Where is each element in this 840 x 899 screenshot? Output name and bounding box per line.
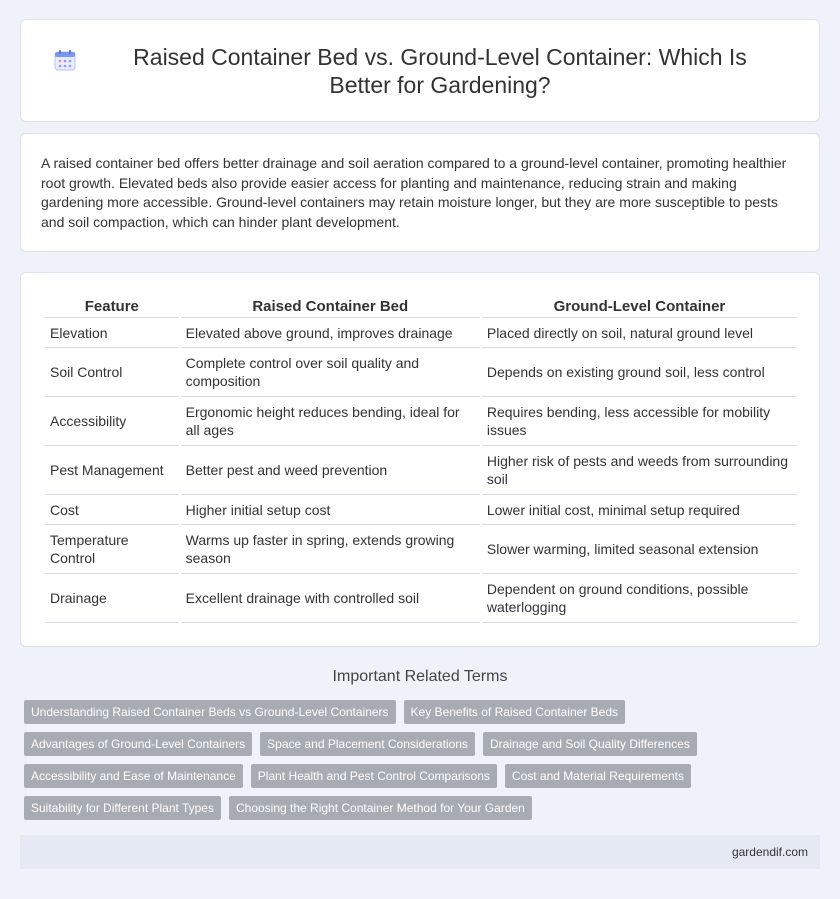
table-row	[45, 397, 797, 446]
footer	[20, 835, 820, 869]
title-card	[20, 19, 820, 122]
raised-cell: Warms up faster in spring, extends growing season	[181, 525, 480, 574]
comparison-table	[43, 293, 799, 623]
related-terms-title: Important Related Terms	[332, 668, 508, 685]
ground-cell: Slower warming, limited seasonal extension	[482, 525, 797, 574]
ground-cell: Higher risk of pests and weeds from surrounding soil	[482, 446, 797, 495]
header-ground-level: Ground-Level Container	[482, 293, 797, 318]
page-title: Raised Container Bed vs. Ground-Level Container: Which Is Better for Gardening?	[133, 43, 747, 98]
feature-cell: Drainage	[45, 574, 179, 623]
related-tag[interactable]: Space and Placement Considerations	[260, 732, 475, 756]
related-tag[interactable]: Understanding Raised Container Beds vs Ground-Level Containers	[24, 700, 396, 724]
header-feature: Feature	[45, 293, 179, 318]
ground-cell: Placed directly on soil, natural ground level	[482, 318, 797, 348]
related-tag[interactable]: Suitability for Different Plant Types	[24, 796, 221, 820]
related-terms-tags	[24, 700, 804, 828]
ground-cell: Lower initial cost, minimal setup required	[482, 495, 797, 525]
raised-cell: Better pest and weed prevention	[181, 446, 480, 495]
related-tag[interactable]: Key Benefits of Raised Container Beds	[404, 700, 625, 724]
table-row	[45, 318, 797, 348]
raised-cell: Excellent drainage with controlled soil	[181, 574, 480, 623]
raised-cell: Higher initial setup cost	[181, 495, 480, 525]
intro-card	[20, 133, 820, 252]
related-tag[interactable]: Cost and Material Requirements	[505, 764, 691, 788]
feature-cell: Temperature Control	[45, 525, 179, 574]
ground-cell: Dependent on ground conditions, possible waterlogging	[482, 574, 797, 623]
table-row	[45, 574, 797, 623]
related-tag[interactable]: Choosing the Right Container Method for Your Garden	[229, 796, 532, 820]
related-tag[interactable]: Drainage and Soil Quality Differences	[483, 732, 697, 756]
related-tag[interactable]: Advantages of Ground-Level Containers	[24, 732, 252, 756]
feature-cell: Pest Management	[45, 446, 179, 495]
raised-cell: Elevated above ground, improves drainage	[181, 318, 480, 348]
table-row	[45, 446, 797, 495]
intro-text: A raised container bed offers better drainage and soil aeration compared to a ground-level container, promoting healthier root growth. Elevated beds also provide easier access for planting and maintenance, reducing strain and making gardening more accessible. Ground-level containers may retain moisture longer, but they are more susceptible to pests and soil compaction, which can hinder plant development.	[41, 155, 787, 230]
header-raised-bed: Raised Container Bed	[181, 293, 480, 318]
related-tag[interactable]: Accessibility and Ease of Maintenance	[24, 764, 243, 788]
ground-cell: Requires bending, less accessible for mobility issues	[482, 397, 797, 446]
related-tag[interactable]: Plant Health and Pest Control Comparisons	[251, 764, 497, 788]
ground-cell: Depends on existing ground soil, less control	[482, 348, 797, 397]
raised-cell: Complete control over soil quality and composition	[181, 348, 480, 397]
table-header-row	[45, 293, 797, 318]
feature-cell: Soil Control	[45, 348, 179, 397]
comparison-card	[20, 272, 820, 647]
footer-site-link[interactable]: gardendif.com	[731, 845, 808, 859]
table-row	[45, 348, 797, 397]
feature-cell: Elevation	[45, 318, 179, 348]
feature-cell: Cost	[45, 495, 179, 525]
table-row	[45, 525, 797, 574]
table-row	[45, 495, 797, 525]
raised-cell: Ergonomic height reduces bending, ideal for all ages	[181, 397, 480, 446]
feature-cell: Accessibility	[45, 397, 179, 446]
